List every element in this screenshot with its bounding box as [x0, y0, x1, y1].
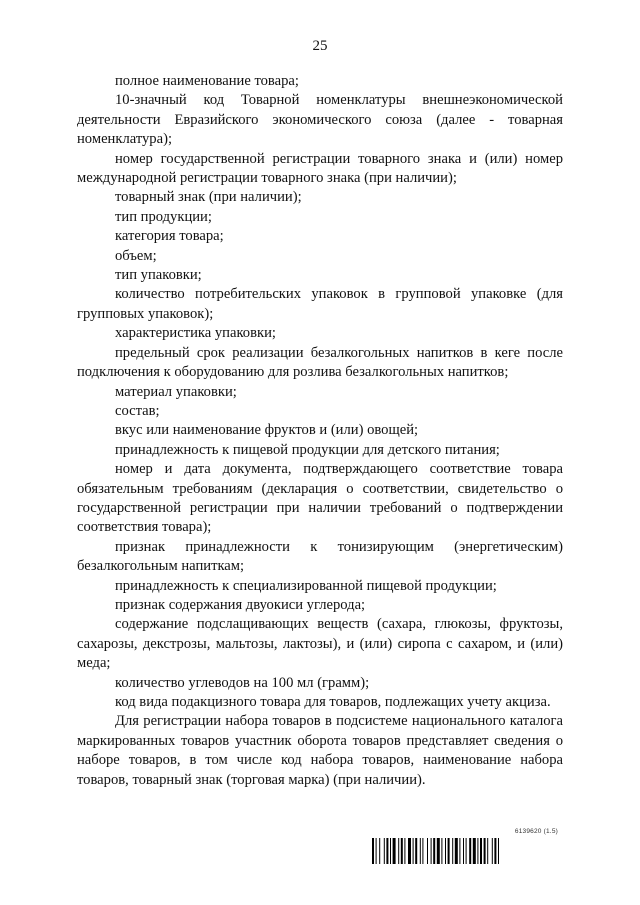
- body-paragraph: материал упаковки;: [115, 383, 237, 400]
- barcode: [372, 838, 562, 864]
- document-code: 6139620 (1.5): [514, 828, 558, 835]
- body-paragraph: 10-значный код Товарной номенклатуры внешнеэкономической деятельности Евразийского экономического союза (далее - товарная номенклатура);: [77, 92, 563, 148]
- body-paragraph: товарный знак (при наличии);: [115, 189, 302, 206]
- body-paragraph: признак принадлежности к тонизирующим (энергетическим) безалкогольным напиткам;: [77, 538, 563, 575]
- body-paragraph: количество потребительских упаковок в групповой упаковке (для групповых упаковок);: [77, 286, 563, 322]
- body-paragraph: полное наименование товара;: [115, 73, 299, 89]
- body-paragraph: код вида подакцизного товара для товаров, подлежащих учету акциза.: [115, 694, 551, 710]
- body-paragraph: принадлежность к специализированной пищевой продукции;: [115, 577, 497, 594]
- body-paragraph: Для регистрации набора товаров в подсистеме национального каталога маркированных товаров участник оборота товаров представляет сведения о наборе товаров, в том числе код набора товаров, наименование набора товаров, товарный знак (торговая марка) (при наличии).: [77, 713, 563, 788]
- document-body: [77, 72, 563, 790]
- body-paragraph: вкус или наименование фруктов и (или) овощей;: [115, 422, 419, 439]
- body-paragraph: тип упаковки;: [115, 267, 202, 284]
- body-paragraph: содержание подслащивающих веществ (сахара, глюкозы, фруктозы, сахарозы, декстрозы, мальтозы, лактозы), и (или) сиропа с сахаром, и (или) меда;: [77, 616, 563, 672]
- body-paragraph: объем;: [115, 247, 157, 264]
- body-paragraph: характеристика упаковки;: [115, 325, 276, 342]
- body-paragraph: номер государственной регистрации товарного знака и (или) номер международной регистрации товарного знака (при наличии);: [77, 150, 563, 187]
- body-paragraph: тип продукции;: [115, 208, 212, 225]
- body-paragraph: принадлежность к пищевой продукции для детского питания;: [115, 441, 500, 458]
- page-number: 25: [312, 38, 328, 54]
- body-paragraph: признак содержания двуокиси углерода;: [115, 596, 366, 613]
- body-paragraph: количество углеводов на 100 мл (грамм);: [115, 674, 370, 691]
- body-paragraph: состав;: [115, 402, 160, 419]
- body-paragraph: категория товара;: [115, 228, 224, 245]
- body-paragraph: предельный срок реализации безалкогольных напитков в кеге после подключения к оборудованию для розлива безалкогольных напитков;: [77, 344, 563, 381]
- body-paragraph: номер и дата документа, подтверждающего соответствие товара обязательным требованиям (декларация о соответствии, свидетельство о государственной регистрации при наличии требований о подтверждении соответствия товара);: [77, 461, 563, 536]
